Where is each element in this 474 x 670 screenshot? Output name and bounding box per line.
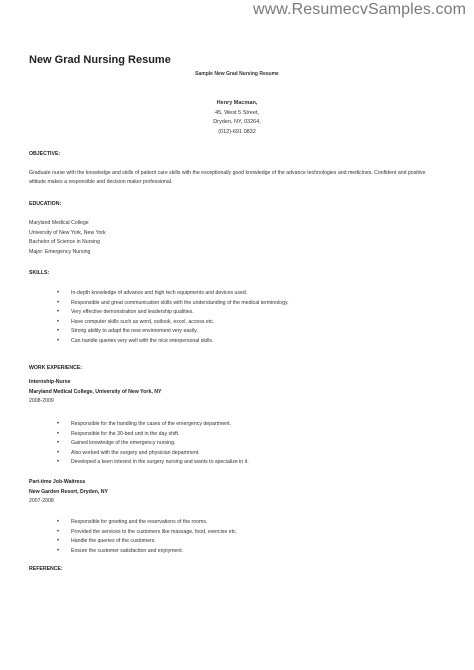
list-item: • Also worked with the surgery and physician department. — [71, 449, 249, 459]
education-line: Bachelor of Science in Nursing — [29, 239, 100, 245]
job-title: Part-time Job-Waitress — [29, 479, 86, 485]
bullet-icon: • — [57, 538, 60, 545]
list-item: • Have computer skills such as word, outlook, excel, access etc. — [71, 318, 289, 328]
bullet-icon: • — [57, 440, 60, 447]
list-item: • Ensure the customer satisfaction and enjoyment. — [71, 547, 237, 557]
bullet-icon: • — [57, 290, 60, 296]
skills-list — [57, 289, 289, 347]
job-organization: New Garden Resort, Dryden, NY — [29, 488, 108, 495]
contact-phone: (012)-691 0832 — [218, 128, 256, 135]
bullet-icon: • — [57, 309, 60, 316]
objective-text: Graduate nurse with the knowledge and skills of patient care skills with the exceptionally good knowledge of the advance technologies and medicines. Confident and positive attitude makes a responsible and decision maker professional. — [29, 170, 426, 185]
bullet-icon: • — [57, 421, 60, 427]
bullet-icon: • — [57, 318, 60, 325]
list-item: • Provided the services to the customers like massage, food, exercise etc. — [71, 528, 237, 538]
work-experience-heading: WORK EXPERIENCE: — [29, 365, 83, 371]
job-1-header — [29, 378, 161, 407]
bullet-icon: • — [57, 299, 60, 306]
education-lines — [29, 219, 106, 257]
list-item: • Strong ability to adapt the new environment very easily. — [71, 327, 289, 337]
document-title: New Grad Nursing Resume — [29, 54, 171, 66]
job-title: Internship-Nurse — [29, 379, 71, 385]
bullet-icon: • — [57, 528, 60, 535]
education-line: Maryland Medical College — [29, 220, 89, 226]
bullet-icon: • — [57, 459, 60, 466]
objective-heading: OBJECTIVE: — [29, 151, 61, 157]
job-dates: 2007-2008 — [29, 498, 54, 504]
job-organization: Maryland Medical College, University of New York, NY — [29, 388, 162, 395]
list-item: • Very effective demonstration and leadership qualities. — [71, 308, 289, 318]
job-2-header — [29, 478, 108, 507]
list-item: • In-depth knowledge of advance and high tech equipments and devices used. — [71, 289, 289, 299]
job-1-duties — [57, 420, 249, 468]
bullet-icon: • — [57, 449, 60, 456]
watermark-url: www.ResumecvSamples.com — [252, 1, 466, 18]
list-item: • Responsible for the handling the cases of the emergency department. — [71, 420, 249, 430]
list-item: • Gained knowledge of the emergency nursing. — [71, 439, 249, 449]
skills-heading: SKILLS: — [29, 270, 50, 276]
job-2-duties — [57, 518, 238, 556]
reference-heading: REFERENCE: — [29, 566, 63, 572]
list-item: • Handle the queries of the customers. — [71, 537, 237, 547]
list-item: • Can handle queries very well with the nice interpersonal skills. — [71, 337, 289, 347]
list-item: • Responsible and great communication skills with the understanding of the medical terminology. — [71, 299, 289, 309]
list-item: • Developed a keen interest in the surgery nursing and wants to specialize in it. — [71, 458, 249, 468]
bullet-icon: • — [57, 547, 60, 554]
education-line: Major: Emergency Nursing — [29, 248, 91, 255]
bullet-icon: • — [57, 337, 60, 344]
contact-address-line2: Dryden, NY, 03264, — [213, 119, 261, 125]
education-heading: EDUCATION: — [29, 201, 62, 207]
list-item: • Responsible for greeting and the reservations of the rooms. — [71, 518, 237, 528]
education-line: University of New York, New York — [29, 229, 106, 236]
bullet-icon: • — [57, 519, 60, 525]
bullet-icon: • — [57, 430, 60, 437]
list-item: • Responsible for the 30-bed unit in the day shift. — [71, 430, 249, 440]
contact-address-line1: 45, West 5 Street, — [215, 109, 259, 116]
contact-name: Henry Macman, — [216, 100, 258, 106]
job-dates: 2008-2009 — [29, 398, 54, 404]
bullet-icon: • — [57, 328, 60, 335]
contact-block — [0, 99, 474, 137]
sample-subtitle: Sample New Grad Nursing Resume — [195, 71, 279, 77]
